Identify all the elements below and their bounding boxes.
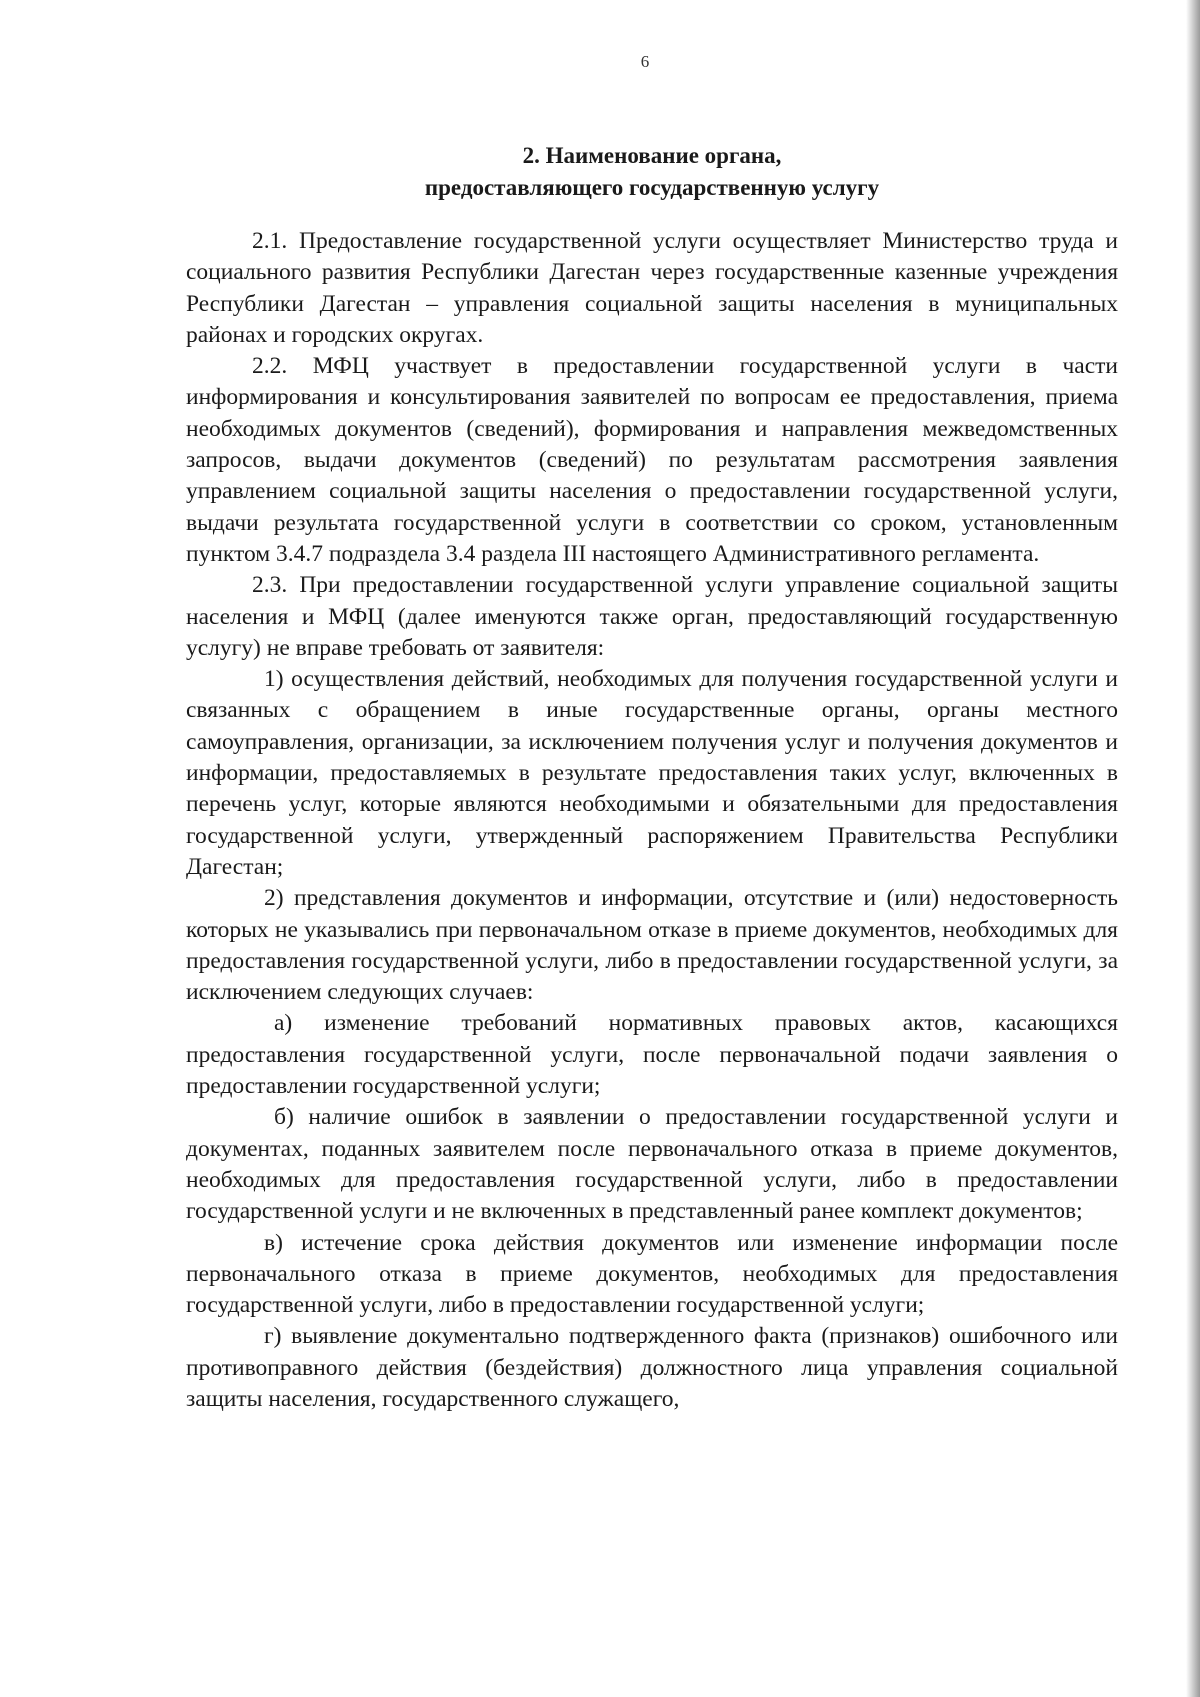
paragraph-2-2: 2.2. МФЦ участвует в предоставлении государственной услуги в части информирования и консультирования заявителей по вопросам ее предоставления, приема необходимых документов (сведений), формирования и направления межведомственных запросов, выдачи документов (сведений) по результатам рассмотрения заявления управлением социальной защиты населения о предоставлении государственной услуги, выдачи результата государственной услуги в соответствии со сроком, установленным пунктом 3.4.7 подраздела 3.4 раздела III настоящего Административного регламента.	[186, 353, 1118, 567]
paragraph-2-1: 2.1. Предоставление государственной услуги осуществляет Министерство труда и социального развития Республики Дагестан через государственные казенные учреждения Республики Дагестан – управления социальной защиты населения в муниципальных районах и городских округах.	[186, 228, 1118, 348]
paragraph-2-3: 2.3. При предоставлении государственной услуги управление социальной защиты населения и МФЦ (далее именуются также орган, предоставляющий государственную услугу) не вправе требовать от заявителя:	[186, 572, 1118, 661]
section-heading-line-2: предоставляющего государственную услугу	[424, 175, 880, 200]
scan-edge-shadow	[1186, 0, 1200, 1697]
sub-item-a: а) изменение требований нормативных правовых актов, касающихся предоставления государственной услуги, после первоначальной подачи заявления о предоставлении государственной услуги;	[186, 1010, 1118, 1100]
list-item-2: 2) представления документов и информации, отсутствие и (или) недостоверность которых не указывались при первоначальном отказе в приеме документов, необходимых для предоставления государственной услуги, либо в предоставлении государственной услуги, за исключением следующих случаев:	[186, 885, 1118, 1006]
section-heading	[186, 140, 1118, 204]
sub-item-g: г) выявление документально подтвержденного факта (признаков) ошибочного или противоправного действия (бездействия) должностного лица управления социальной защиты населения, государственного служащего,	[186, 1323, 1118, 1412]
sub-item-v: в) истечение срока действия документов или изменение информации после первоначального отказа в приеме документов, необходимых для предоставления государственной услуги, либо в предоставлении государственной услуги;	[186, 1229, 1118, 1319]
sub-item-b: б) наличие ошибок в заявлении о предоставлении государственной услуги и документах, поданных заявителем после первоначального отказа в приеме документов, необходимых для предоставления государственной услуги, либо в предоставлении государственной услуги и не включенных в представленный ранее комплект документов;	[186, 1104, 1118, 1225]
document-body	[186, 226, 1118, 1415]
page-number: 6	[640, 52, 650, 71]
section-heading-line-1: 2. Наименование органа,	[522, 143, 782, 168]
list-item-1: 1) осуществления действий, необходимых для получения государственной услуги и связанных с обращением в иные государственные органы, органы местного самоуправления, организации, за исключением получения услуг и получения документов и информации, предоставляемых в результате предоставления таких услуг, включенных в перечень услуг, которые являются необходимыми и обязательными для предоставления государственной услуги, утвержденный распоряжением Правительства Республики Дагестан;	[186, 666, 1118, 880]
